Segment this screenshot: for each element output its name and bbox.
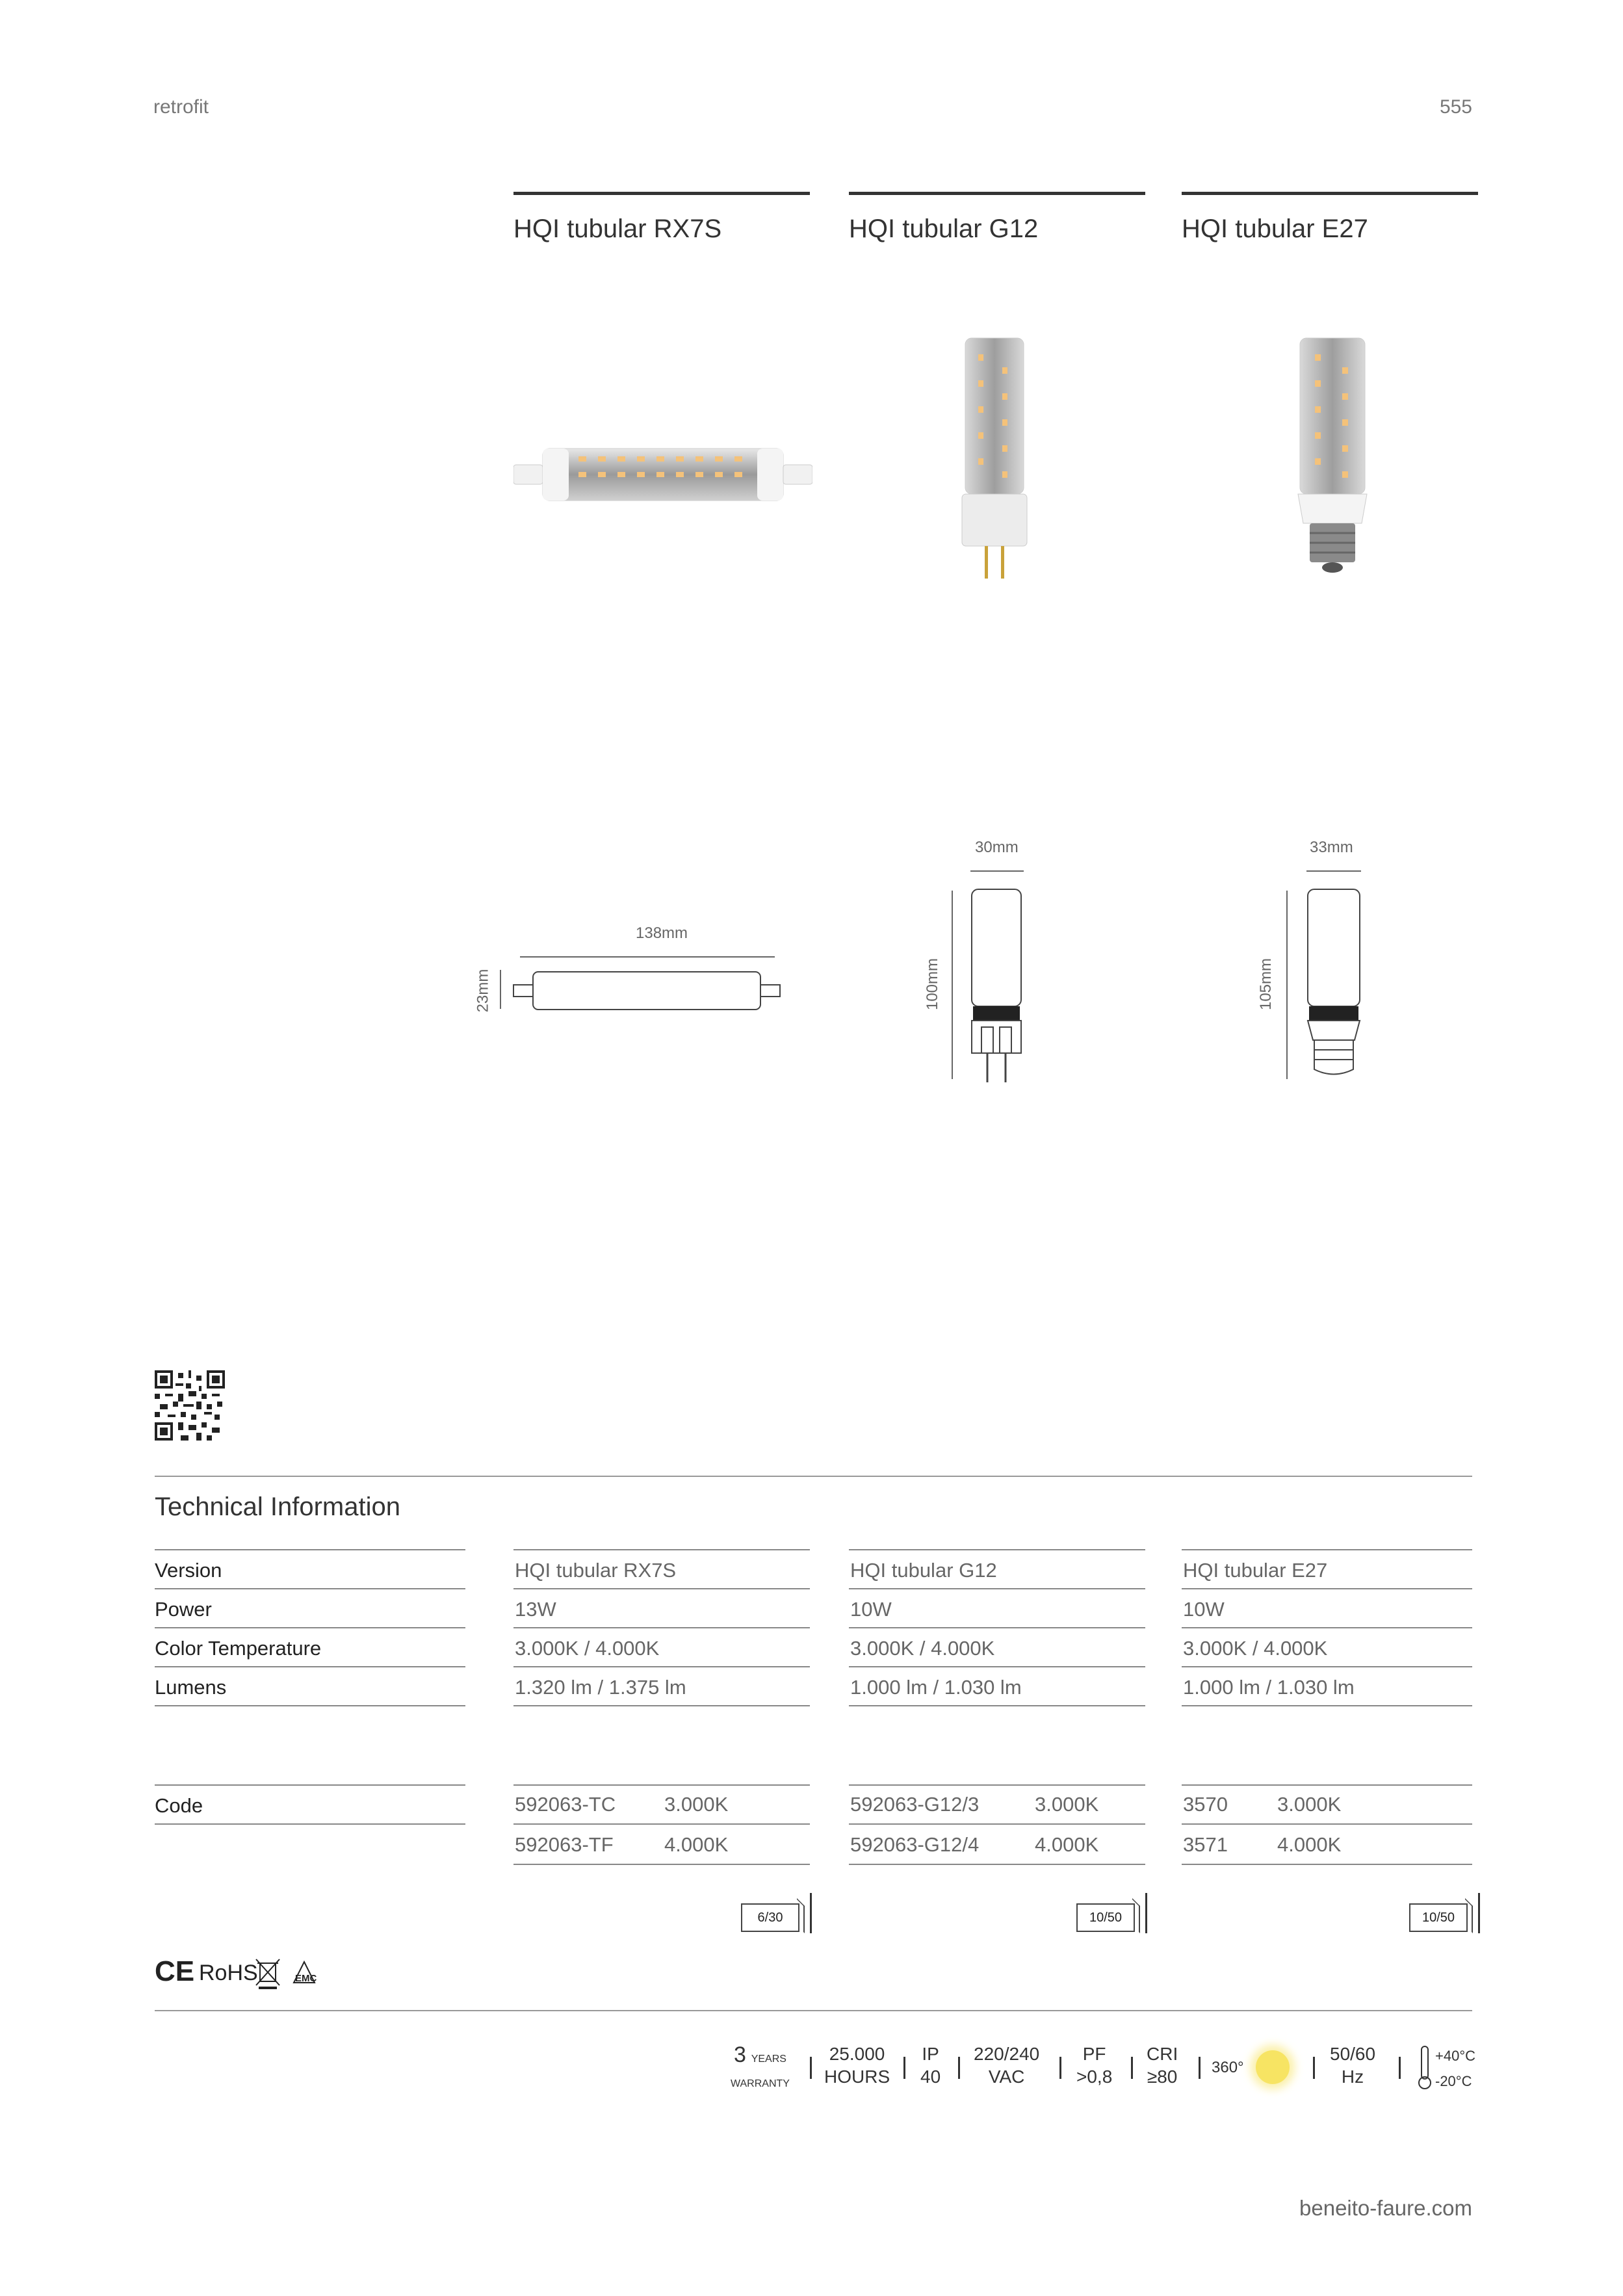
row-rule: [155, 1784, 465, 1786]
product-title: HQI tubular RX7S: [513, 215, 722, 243]
column-rule: [1182, 192, 1478, 195]
drawing-g12: [939, 865, 1037, 1086]
feature-separator: [903, 2057, 905, 2079]
pf-value: >0,8: [1076, 2067, 1113, 2087]
dim-g12-height: 100mm: [924, 958, 942, 1011]
photo-g12-lamp: [955, 335, 1033, 588]
pack-box-rx7s: 6/30: [741, 1903, 799, 1932]
ce-mark: CE: [155, 1955, 195, 1987]
code-rx7s-4000: 592063-TF: [515, 1833, 614, 1856]
code-e27-4000: 3571: [1183, 1833, 1228, 1856]
row-rule: [155, 1666, 465, 1667]
code-g12-4000: 592063-G12/4: [850, 1833, 980, 1856]
row-rule: [513, 1784, 810, 1786]
warranty-number: 3: [734, 2042, 746, 2067]
temperature-range: [1435, 2044, 1475, 2094]
feature-separator: [1059, 2057, 1061, 2079]
cell-power-rx7s: 13W: [515, 1598, 556, 1621]
cri-badge: [1147, 2042, 1178, 2088]
dim-rx7s-length: 138mm: [636, 924, 688, 942]
code-rx7s-3000: 592063-TC: [515, 1793, 616, 1816]
row-rule: [513, 1705, 810, 1706]
rohs-label: RoHS: [199, 1961, 258, 1985]
cell-color-temp-g12: 3.000K / 4.000K: [850, 1637, 995, 1660]
row-label-lumens: Lumens: [155, 1676, 227, 1699]
code-rx7s-3000-temp: 3.000K: [664, 1793, 729, 1816]
row-rule: [155, 1588, 465, 1589]
column-rule: [849, 192, 1145, 195]
pack-bar: [1145, 1893, 1147, 1933]
emc-text: EMC: [295, 1973, 317, 1984]
cell-power-e27: 10W: [1183, 1598, 1225, 1621]
emc-mark-icon: [289, 1957, 328, 1988]
frequency-badge: [1330, 2042, 1375, 2088]
code-e27-4000-temp: 4.000K: [1277, 1833, 1342, 1856]
row-rule: [849, 1705, 1145, 1706]
row-rule: [1182, 1784, 1472, 1786]
cell-version-g12: HQI tubular G12: [850, 1559, 997, 1582]
cell-lumens-g12: 1.000 lm / 1.030 lm: [850, 1676, 1022, 1699]
dim-e27-height: 105mm: [1257, 958, 1275, 1011]
row-rule: [849, 1864, 1145, 1865]
feature-separator: [1313, 2057, 1315, 2079]
warranty-label: WARRANTY: [731, 2078, 790, 2089]
product-title: HQI tubular E27: [1182, 215, 1368, 243]
dim-g12-width: 30mm: [975, 839, 1019, 856]
row-rule: [155, 1627, 465, 1628]
cell-color-temp-e27: 3.000K / 4.000K: [1183, 1637, 1328, 1660]
qr-code[interactable]: [155, 1370, 225, 1441]
product-column-e27: [1182, 192, 1478, 244]
row-rule: [849, 1627, 1145, 1628]
row-rule: [155, 1705, 465, 1706]
light-sun-icon: [1256, 2050, 1290, 2084]
product-column-rx7s: [513, 192, 810, 244]
technical-title: Technical Information: [155, 1493, 400, 1521]
row-rule: [513, 1823, 810, 1825]
section-label: retrofit: [153, 96, 209, 118]
row-rule: [1182, 1666, 1472, 1667]
row-label-power: Power: [155, 1598, 212, 1621]
cell-version-e27: HQI tubular E27: [1183, 1559, 1328, 1582]
row-rule: [1182, 1823, 1472, 1825]
code-g12-3000-temp: 3.000K: [1035, 1793, 1099, 1816]
cri-value: ≥80: [1147, 2067, 1178, 2087]
product-column-g12: [849, 192, 1145, 244]
code-rx7s-4000-temp: 4.000K: [664, 1833, 729, 1856]
photo-rx7s-lamp: [513, 442, 812, 507]
row-rule: [155, 1823, 465, 1825]
feature-separator: [1399, 2057, 1401, 2079]
section-divider: [155, 1476, 1472, 1477]
drawing-e27: [1274, 865, 1371, 1086]
ip-value: 40: [920, 2067, 941, 2087]
weee-bin-icon: [255, 1957, 281, 1989]
row-rule: [513, 1549, 810, 1550]
photo-e27-lamp: [1290, 335, 1375, 582]
drawing-rx7s: [494, 949, 786, 1021]
pack-bar: [810, 1893, 812, 1933]
row-rule: [1182, 1549, 1472, 1550]
row-rule: [849, 1588, 1145, 1589]
voltage-badge: [974, 2042, 1039, 2088]
cell-lumens-rx7s: 1.320 lm / 1.375 lm: [515, 1676, 686, 1699]
cell-version-rx7s: HQI tubular RX7S: [515, 1559, 677, 1582]
feature-separator: [958, 2057, 960, 2079]
product-title: HQI tubular G12: [849, 215, 1039, 243]
dim-rx7s-height: 23mm: [474, 969, 492, 1013]
row-label-color-temperature: Color Temperature: [155, 1637, 322, 1660]
row-rule: [849, 1549, 1145, 1550]
cell-lumens-e27: 1.000 lm / 1.030 lm: [1183, 1676, 1355, 1699]
row-rule: [513, 1588, 810, 1589]
section-divider: [155, 2010, 1472, 2011]
temp-max: +40°C: [1435, 2048, 1476, 2064]
row-rule: [1182, 1864, 1472, 1865]
ip-badge: [920, 2042, 941, 2088]
hours-label: HOURS: [824, 2067, 890, 2087]
feature-separator: [810, 2057, 812, 2079]
code-e27-3000: 3570: [1183, 1793, 1228, 1816]
dim-e27-width: 33mm: [1310, 839, 1353, 856]
warranty-badge: [731, 2041, 790, 2092]
cell-power-g12: 10W: [850, 1598, 892, 1621]
cri-label: CRI: [1147, 2044, 1178, 2064]
row-rule: [513, 1666, 810, 1667]
row-label-version: Version: [155, 1559, 222, 1582]
row-rule: [1182, 1705, 1472, 1706]
freq-value: 50/60: [1330, 2044, 1376, 2064]
code-g12-4000-temp: 4.000K: [1035, 1833, 1099, 1856]
row-rule: [513, 1627, 810, 1628]
hours-badge: [824, 2042, 890, 2088]
row-rule: [849, 1823, 1145, 1825]
temp-min: -20°C: [1435, 2072, 1472, 2089]
pack-box-g12: 10/50: [1076, 1903, 1135, 1932]
code-g12-3000: 592063-G12/3: [850, 1793, 980, 1816]
freq-label: Hz: [1341, 2067, 1364, 2087]
ip-label: IP: [922, 2044, 939, 2064]
row-rule: [1182, 1588, 1472, 1589]
feature-separator: [1131, 2057, 1133, 2079]
pf-badge: [1076, 2042, 1112, 2088]
row-rule: [1182, 1627, 1472, 1628]
warranty-unit: YEARS: [751, 2054, 786, 2065]
row-label-code: Code: [155, 1794, 203, 1817]
page-number: 555: [1439, 96, 1472, 118]
cell-color-temp-rx7s: 3.000K / 4.000K: [515, 1637, 660, 1660]
voltage-value: 220/240: [974, 2044, 1040, 2064]
row-rule: [513, 1864, 810, 1865]
code-e27-3000-temp: 3.000K: [1277, 1793, 1342, 1816]
voltage-label: VAC: [988, 2067, 1025, 2087]
feature-separator: [1199, 2057, 1201, 2079]
column-rule: [513, 192, 810, 195]
row-rule: [155, 1549, 465, 1550]
hours-value: 25.000: [829, 2044, 885, 2064]
row-rule: [849, 1784, 1145, 1786]
pf-label: PF: [1082, 2044, 1106, 2064]
thermometer-icon: [1417, 2045, 1433, 2091]
beam-angle: 360°: [1212, 2059, 1244, 2076]
pack-box-e27: 10/50: [1409, 1903, 1468, 1932]
row-rule: [849, 1666, 1145, 1667]
pack-bar: [1478, 1893, 1480, 1933]
website-link[interactable]: beneito-faure.com: [1299, 2196, 1472, 2220]
